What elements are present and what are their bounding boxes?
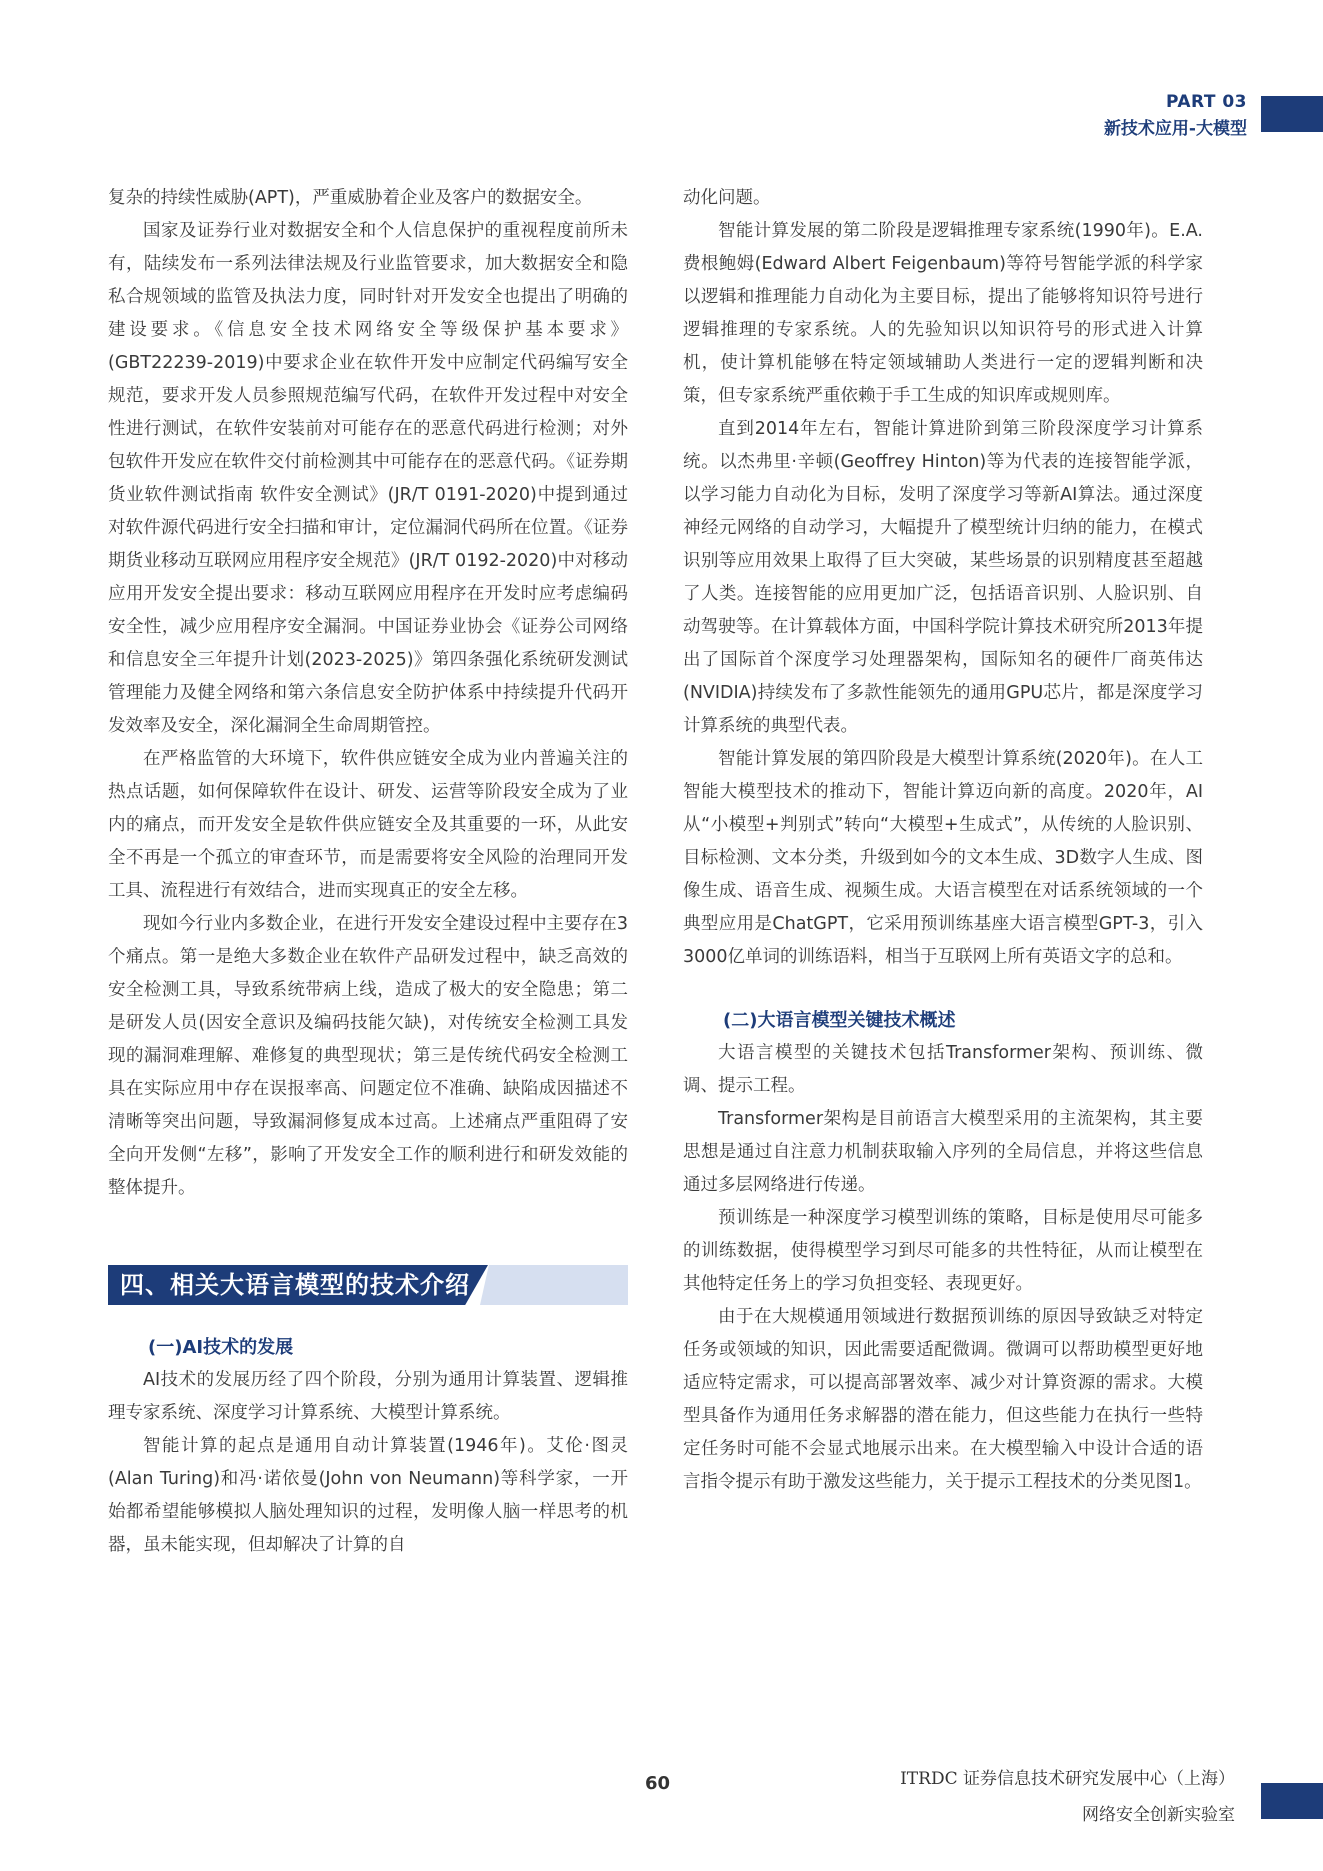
- paragraph: 大语言模型的关键技术包括Transformer架构、预训练、微调、提示工程。: [683, 1043, 1203, 1096]
- paragraph: 现如今行业内多数企业，在进行开发安全建设过程中主要存在3个痛点。第一是绝大多数企业在软件产品研发过程中，缺乏高效的安全检测工具，导致系统带病上线，造成了极大的安全隐患；第二是研发人员(因安全意识及编码技能欠缺)，对传统安全检测工具发现的漏洞难理解、难修复的典型现状；第三是传统代码安全检测工具在实际应用中存在误报率高、问题定位不准确、缺陷成因描述不清晰等突出问题，导致漏洞修复成本过高。上述痛点严重阻碍了安全向开发侧“左移”，影响了开发安全工作的顺利进行和研发效能的整体提升。: [108, 914, 628, 1198]
- paragraph: 直到2014年左右，智能计算进阶到第三阶段深度学习计算系统。以杰弗里·辛顿(Geoffrey Hinton)等为代表的连接智能学派，以学习能力自动化为目标，发明了深度学习等新AI算法。通过深度神经元网络的自动学习，大幅提升了模型统计归纳的能力，在模式识别等应用效果上取得了巨大突破，某些场景的识别精度甚至超越了人类。连接智能的应用更加广泛，包括语音识别、人脸识别、自动驾驶等。在计算载体方面，中国科学院计算技术研究所2013年提出了国际首个深度学习处理器架构，国际知名的硬件厂商英伟达(NVIDIA)持续发布了多款性能领先的通用GPU芯片，都是深度学习计算系统的典型代表。: [683, 419, 1203, 736]
- paragraph: AI技术的发展历经了四个阶段，分别为通用计算装置、逻辑推理专家系统、深度学习计算系统、大模型计算系统。: [108, 1370, 628, 1423]
- right-column: [683, 182, 1203, 1499]
- section-heading: [108, 1265, 628, 1305]
- part-label: PART 03: [1165, 92, 1247, 112]
- left-column: [108, 182, 628, 1562]
- page-header: [923, 92, 1323, 142]
- paragraph: 复杂的持续性威胁(APT)，严重威胁着企业及客户的数据安全。: [108, 188, 593, 208]
- header-accent-bar: [1261, 96, 1323, 132]
- subsection-heading: (二)大语言模型关键技术概述: [723, 1010, 956, 1031]
- paragraph: 智能计算发展的第四阶段是大模型计算系统(2020年)。在人工智能大模型技术的推动下，智能计算迈向新的高度。2020年，AI从“小模型+判别式”转向“大模型+生成式”，从传统的人脸识别、目标检测、文本分类，升级到如今的文本生成、3D数字人生成、图像生成、语音生成、视频生成。大语言模型在对话系统领域的一个典型应用是ChatGPT，它采用预训练基座大语言模型GPT-3，引入3000亿单词的训练语料，相当于互联网上所有英语文字的总和。: [683, 749, 1203, 967]
- paragraph: 智能计算发展的第二阶段是逻辑推理专家系统(1990年)。E.A.费根鲍姆(Edward Albert Feigenbaum)等符号智能学派的科学家以逻辑和推理能力自动化为主要目标，提出了能够将知识符号进行逻辑推理的专家系统。人的先验知识以知识符号的形式进入计算机，使计算机能够在特定领域辅助人类进行一定的逻辑判断和决策，但专家系统严重依赖于手工生成的知识库或规则库。: [683, 221, 1203, 406]
- subsection-heading: (一)AI技术的发展: [148, 1337, 294, 1358]
- paragraph: 国家及证券行业对数据安全和个人信息保护的重视程度前所未有，陆续发布一系列法律法规及行业监管要求，加大数据安全和隐私合规领域的监管及执法力度，同时针对开发安全也提出了明确的建设要求。《信息安全技术网络安全等级保护基本要求》(GBT22239-2019)中要求企业在软件开发中应制定代码编写安全规范，要求开发人员参照规范编写代码，在软件开发过程中对安全性进行测试，在软件安装前对可能存在的恶意代码进行检测；对外包软件开发应在软件交付前检测其中可能存在的恶意代码。《证券期货业软件测试指南 软件安全测试》(JR/T 0191-2020)中提到通过对软件源代码进行安全扫描和审计，定位漏洞代码所在位置。《证券期货业移动互联网应用程序安全规范》(JR/T 0192-2020)中对移动应用开发安全提出要求：移动互联网应用程序在开发时应考虑编码安全性，减少应用程序安全漏洞。中国证券业协会《证券公司网络和信息安全三年提升计划(2023-2025)》第四条强化系统研发测试管理能力及健全网络和第六条信息安全防护体系中持续提升代码开发效率及安全，深化漏洞全生命周期管控。: [108, 221, 628, 736]
- section-heading-accent: [480, 1265, 628, 1305]
- footer-accent-bar: [1261, 1783, 1323, 1819]
- footer-organization: ITRDC 证券信息技术研究发展中心（上海）: [900, 1769, 1235, 1789]
- page-number: 60: [645, 1773, 671, 1794]
- section-heading-text: 四、相关大语言模型的技术介绍: [120, 1271, 470, 1299]
- paragraph: 动化问题。: [683, 188, 771, 208]
- part-subtitle: 新技术应用-大模型: [1103, 119, 1247, 139]
- paragraph: 在严格监管的大环境下，软件供应链安全成为业内普遍关注的热点话题，如何保障软件在设计、研发、运营等阶段安全成为了业内的痛点，而开发安全是软件供应链安全及其重要的一环，从此安全不再是一个孤立的审查环节，而是需要将安全风险的治理同开发工具、流程进行有效结合，进而实现真正的安全左移。: [108, 749, 628, 901]
- paragraph: 智能计算的起点是通用自动计算装置(1946年)。艾伦·图灵(Alan Turing)和冯·诺依曼(John von Neumann)等科学家，一开始都希望能够模拟人脑处理知识的过程，发明像人脑一样思考的机器，虽未能实现，但却解决了计算的自: [108, 1436, 628, 1555]
- paragraph: 预训练是一种深度学习模型训练的策略，目标是使用尽可能多的训练数据，使得模型学习到尽可能多的共性特征，从而让模型在其他特定任务上的学习负担变轻、表现更好。: [683, 1208, 1203, 1294]
- paragraph: 由于在大规模通用领域进行数据预训练的原因导致缺乏对特定任务或领域的知识，因此需要适配微调。微调可以帮助模型更好地适应特定需求，可以提高部署效率、减少对计算资源的需求。大模型具备作为通用任务求解器的潜在能力，但这些能力在执行一些特定任务时可能不会显式地展示出来。在大模型输入中设计合适的语言指令提示有助于激发这些能力，关于提示工程技术的分类见图1。: [683, 1307, 1203, 1492]
- footer-lab-name: 网络安全创新实验室: [1082, 1805, 1235, 1825]
- paragraph: Transformer架构是目前语言大模型采用的主流架构，其主要思想是通过自注意力机制获取输入序列的全局信息，并将这些信息通过多层网络进行传递。: [683, 1109, 1203, 1195]
